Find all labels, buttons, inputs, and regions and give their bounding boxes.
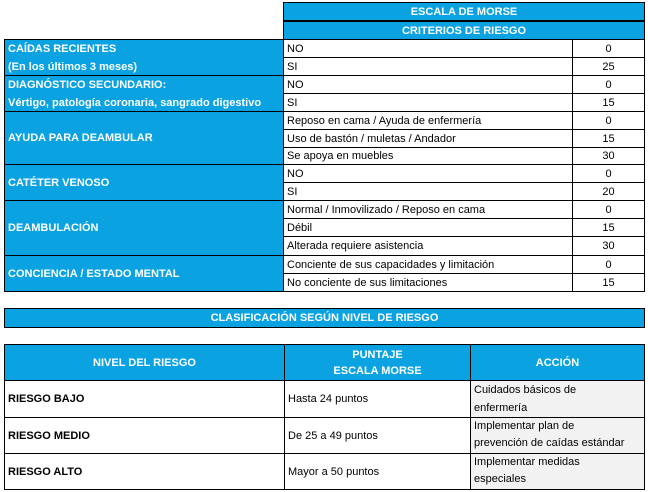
option-text: NO — [287, 167, 304, 180]
criterion-label-mental-status: CONCIENCIA / ESTADO MENTAL — [5, 255, 283, 291]
classification-title: CLASIFICACIÓN SEGÚN NIVEL DE RIESGO — [4, 308, 645, 328]
risk-level-high: RIESGO ALTO — [8, 465, 83, 478]
option-score: 0 — [605, 258, 612, 271]
action-line2: prevención de caídas estándar — [474, 437, 625, 449]
option-score: 15 — [602, 96, 615, 109]
option-score: 25 — [602, 60, 615, 73]
option-score: 0 — [605, 114, 612, 127]
risk-score-low: Hasta 24 puntos — [288, 393, 369, 405]
header-morse-score — [284, 345, 470, 380]
action-line2: enfermería — [474, 402, 528, 414]
option-score: 30 — [602, 240, 615, 252]
header-action: ACCIÓN — [470, 345, 644, 380]
morse-subtitle: CRITERIOS DE RIESGO — [283, 21, 645, 40]
option-score: 0 — [605, 42, 612, 55]
risk-level-low: RIESGO BAJO — [8, 393, 85, 405]
criterion-label-line1: CAÍDAS RECIENTES — [8, 43, 117, 55]
action-line1: Implementar medidas — [474, 456, 580, 468]
criterion-label-recent-falls — [5, 40, 283, 75]
option-score: 0 — [605, 203, 612, 216]
risk-level-medium: RIESGO MEDIO — [8, 429, 90, 442]
option-score: 0 — [605, 78, 612, 91]
option-text: No conciente de sus limitaciones — [287, 276, 448, 289]
criterion-label-line2: (En los últimos 3 meses) — [8, 61, 137, 73]
option-text: SI — [287, 96, 298, 109]
option-score: 20 — [602, 185, 615, 198]
criterion-label-line2: Vértigo, patología coronaria, sangrado digestivo — [8, 97, 262, 109]
option-text: NO — [287, 42, 304, 55]
risk-action-high — [471, 454, 644, 489]
option-score: 15 — [602, 132, 615, 145]
option-text: Conciente de sus capacidades y limitación — [287, 258, 495, 271]
morse-title: ESCALA DE MORSE — [283, 2, 645, 21]
option-score: 15 — [602, 221, 615, 234]
action-line2: especiales — [474, 473, 526, 485]
option-text: Uso de bastón / muletas / Andador — [287, 132, 456, 145]
option-text: Alterada requiere asistencia — [287, 240, 424, 252]
header-score-line2: ESCALA MORSE — [333, 365, 422, 377]
risk-score-high: Mayor a 50 puntos — [288, 465, 380, 478]
option-text: Reposo en cama / Ayuda de enfermería — [287, 114, 482, 127]
option-score: 30 — [602, 150, 615, 162]
option-text: Normal / Inmovilizado / Reposo en cama — [287, 203, 486, 216]
criterion-label-ambulation-aid: AYUDA PARA DEAMBULAR — [5, 111, 283, 164]
option-text: Débil — [287, 221, 313, 234]
option-score: 15 — [602, 276, 615, 289]
action-line1: Implementar plan de — [474, 420, 575, 432]
option-text: Se apoya en muebles — [287, 150, 394, 162]
criterion-label-line1: DIAGNÓSTICO SECUNDARIO: — [8, 79, 167, 91]
action-line1: Cuidados básicos de — [474, 384, 577, 396]
risk-score-medium: De 25 a 49 puntos — [288, 429, 378, 442]
risk-action-low — [471, 381, 644, 417]
option-text: SI — [287, 60, 298, 73]
header-score-line1: PUNTAJE — [352, 349, 403, 361]
risk-action-medium — [471, 418, 644, 453]
option-text: NO — [287, 78, 304, 91]
criterion-label-secondary-diagnosis — [5, 75, 283, 111]
header-risk-level: NIVEL DEL RIESGO — [5, 345, 284, 380]
option-text: SI — [287, 185, 298, 198]
criterion-label-gait: DEAMBULACIÓN — [5, 200, 283, 255]
criterion-label-iv-catheter: CATÉTER VENOSO — [5, 164, 283, 200]
option-score: 0 — [605, 167, 612, 180]
